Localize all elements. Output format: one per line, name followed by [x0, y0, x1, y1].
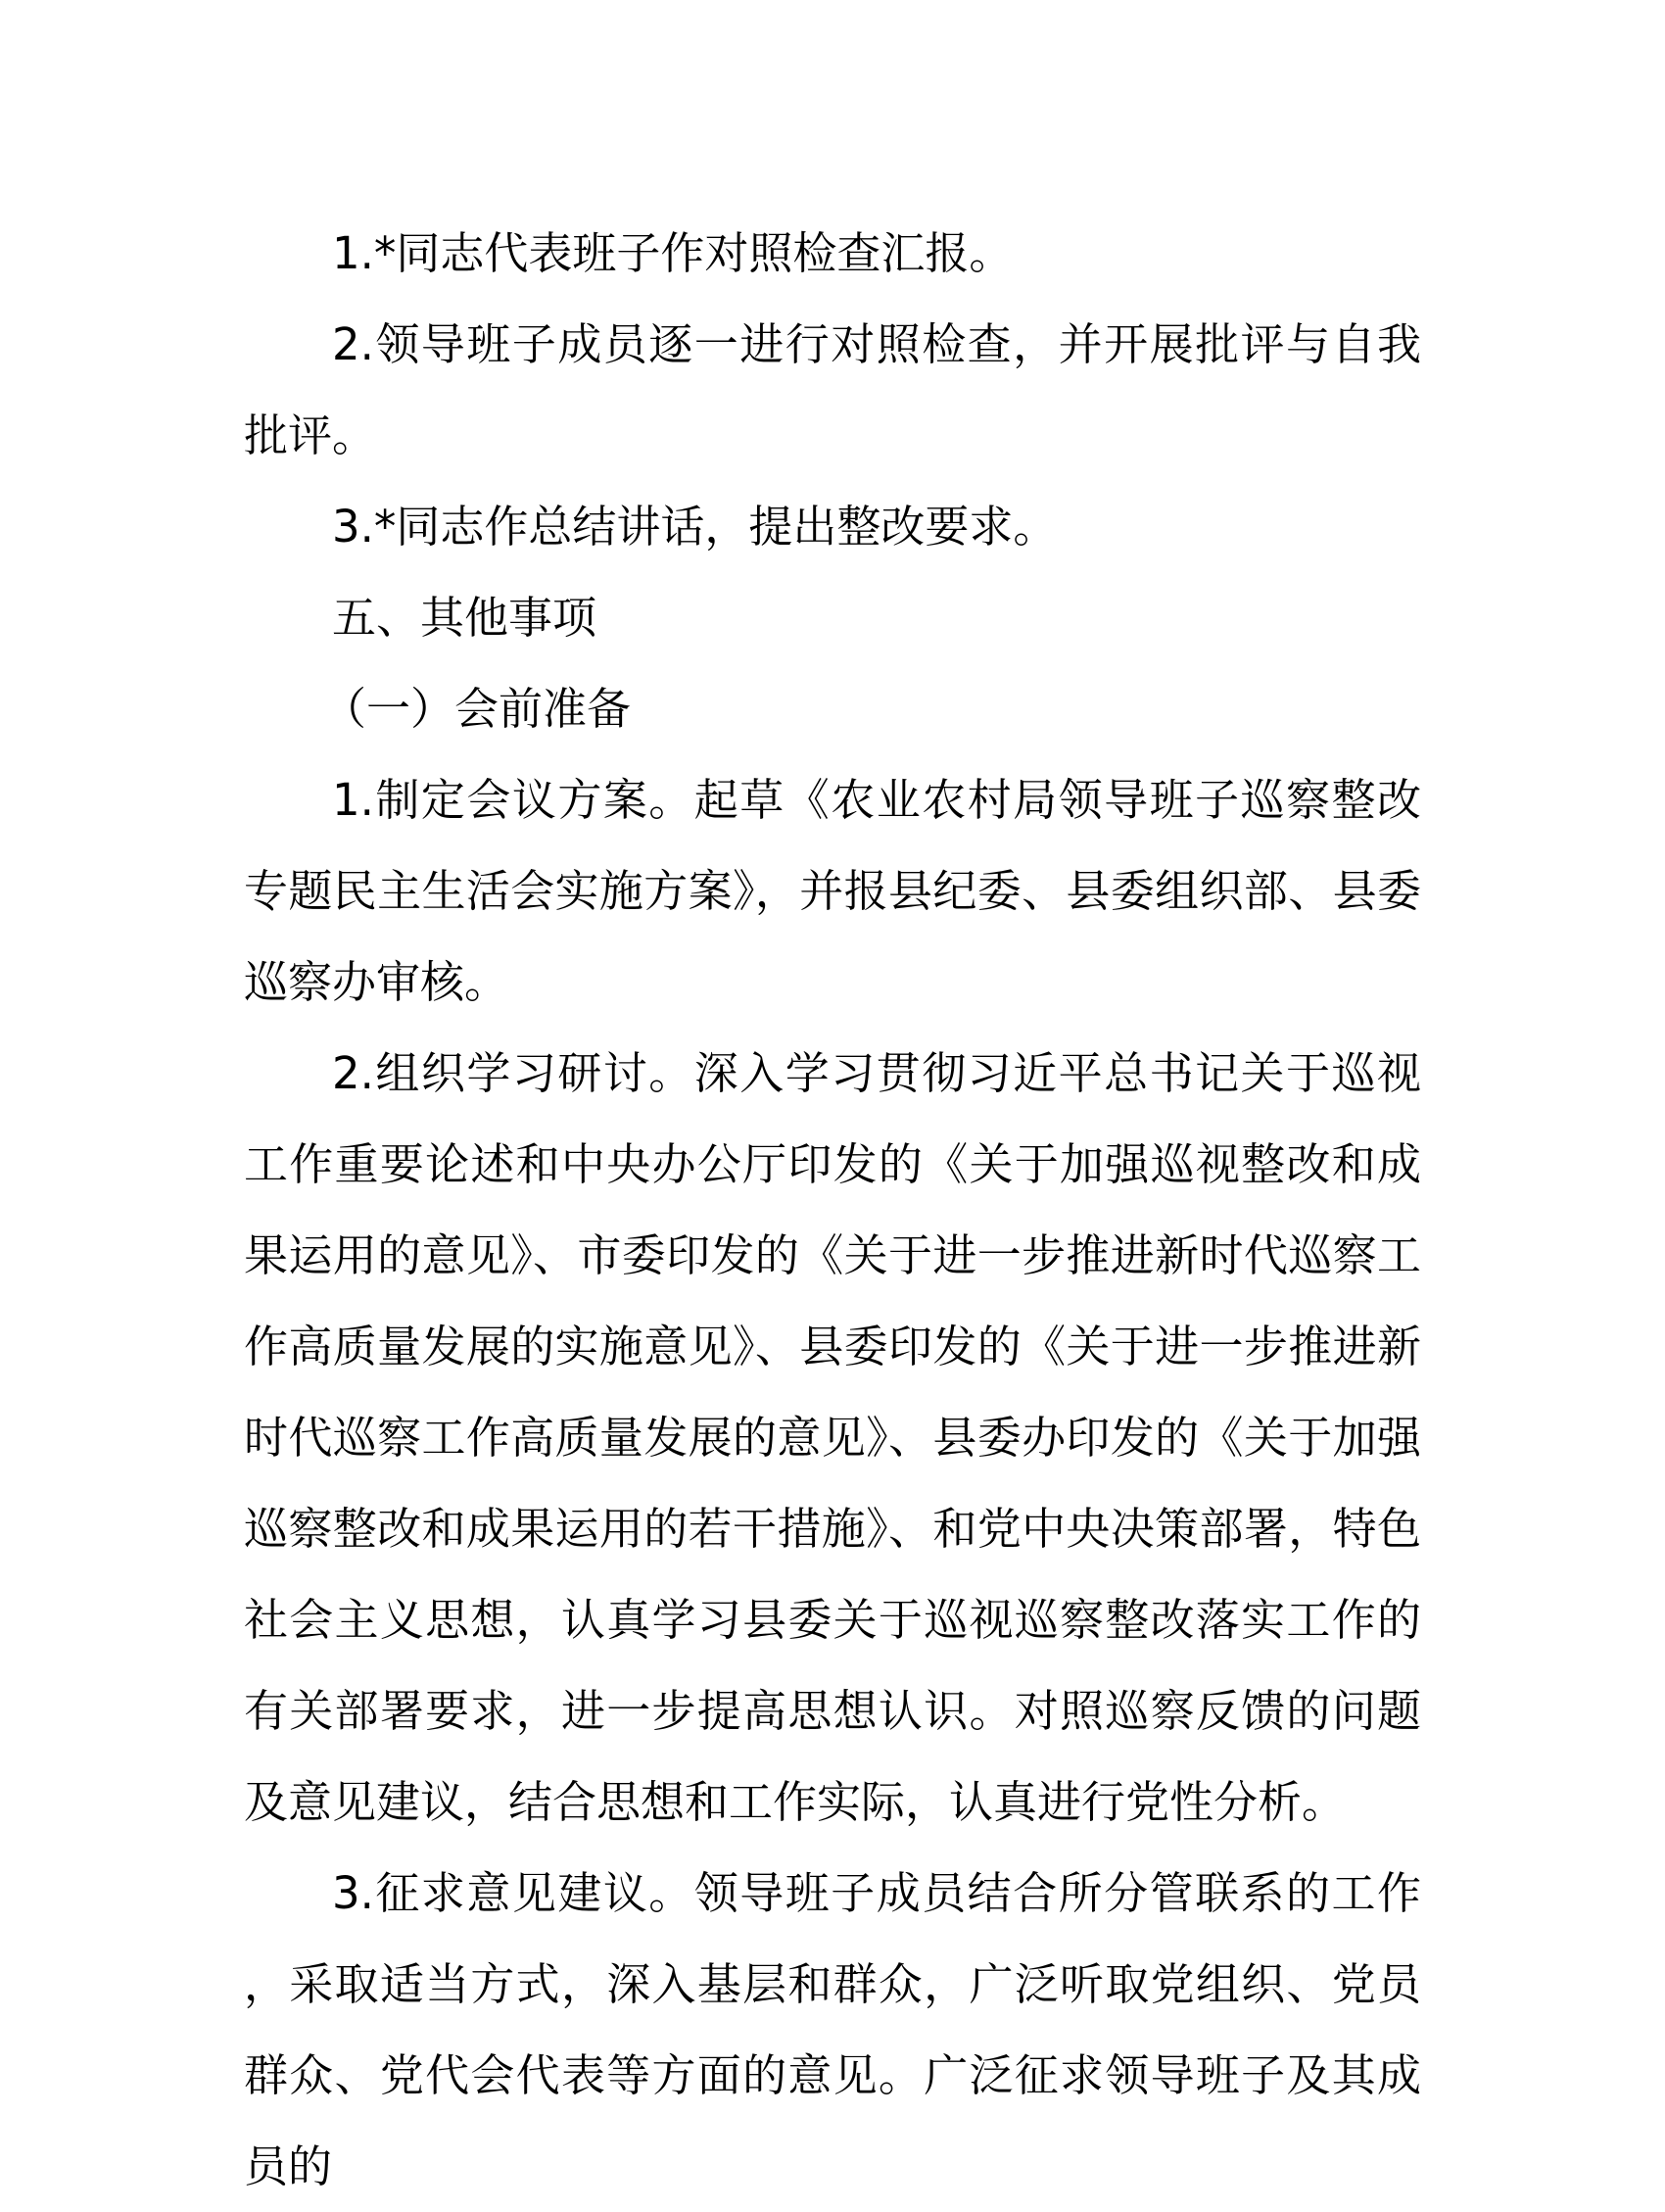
paragraph-item-2-self-criticism: 2.领导班子成员逐一进行对照检查，并开展批评与自我批评。 [244, 318, 1421, 461]
paragraph-item-3-summary-speech: 3.*同志作总结讲话，提出整改要求。 [332, 501, 1058, 553]
paragraph-meeting-plan: 1.制定会议方案。起草《农业农村局领导班子巡察整改专题民主生活会实施方案》，并报县纪委、县委组织部、县委巡察办审核。 [244, 774, 1421, 1008]
subsection-heading-preparation: （一）会前准备 [322, 683, 632, 735]
section-heading-other-matters: 五、其他事项 [332, 592, 597, 644]
document-body [244, 208, 1421, 2212]
paragraph-solicit-opinions: 3.征求意见建议。领导班子成员结合所分管联系的工作，采取适当方式，深入基层和群众，广泛听取党组织、党员群众、党代会代表等方面的意见。广泛征求领导班子及其成员的 [244, 1867, 1421, 2192]
paragraph-item-1-report: 1.*同志代表班子作对照检查汇报。 [332, 227, 1014, 279]
paragraph-study-discussion: 2.组织学习研讨。深入学习贯彻习近平总书记关于巡视工作重要论述和中央办公厅印发的《关于加强巡视整改和成果运用的意见》、市委印发的《关于进一步推进新时代巡察工作高质量发展的实施意见》、县委印发的《关于进一步推进新时代巡察工作高质量发展的意见》、县委办印发的《关于加强巡察整改和成果运用的若干措施》、和党中央决策部署，特色社会主义思想，认真学习县委关于巡视巡察整改落实工作的有关部署要求，进一步提高思想认识。对照巡察反馈的问题及意见建议，结合思想和工作实际，认真进行党性分析。 [244, 1047, 1421, 1828]
